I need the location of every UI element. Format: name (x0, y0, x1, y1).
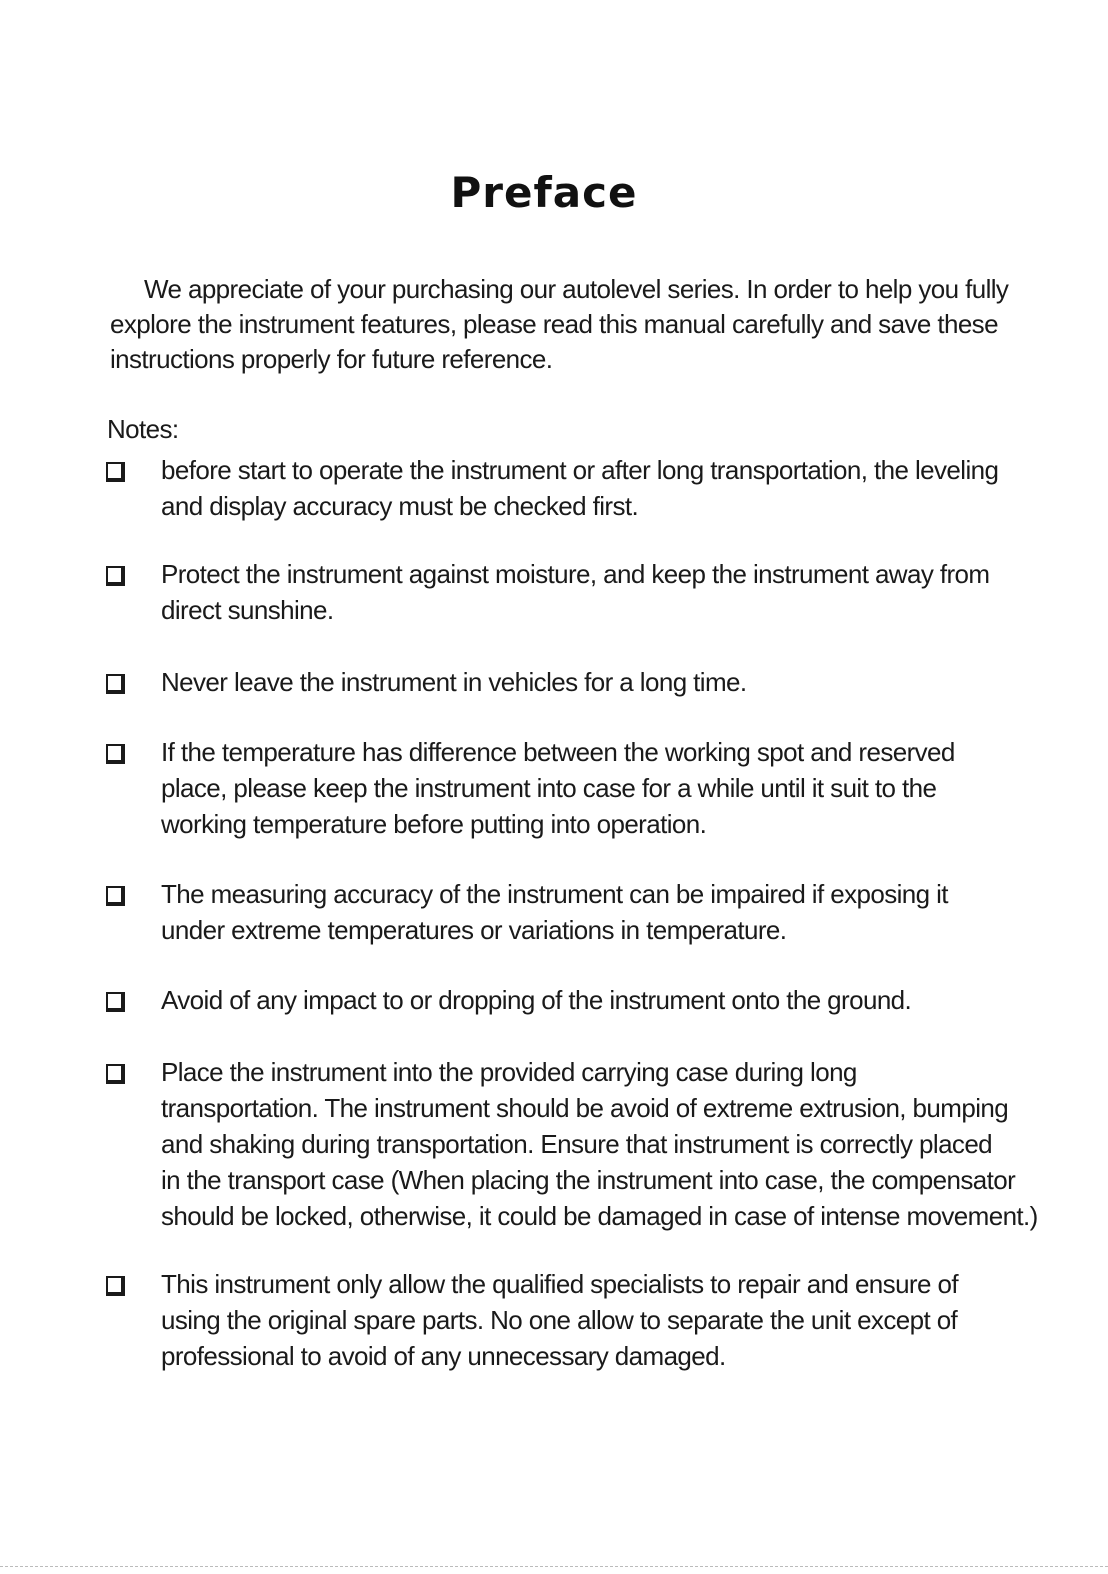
page-title: Preface (450, 168, 638, 217)
intro-paragraph (110, 272, 1010, 377)
checkbox-bullet-icon (106, 1276, 125, 1296)
note-text: Avoid of any impact to or dropping of the instrument onto the ground. (161, 985, 912, 1015)
note-text: This instrument only allow the qualified specialists to repair and ensure of using the original spare parts. No one allow to separate the unit except of professional to avoid of any unnecessary damaged. (161, 1269, 958, 1371)
checkbox-bullet-icon (106, 566, 125, 586)
checkbox-bullet-icon (106, 886, 125, 906)
intro-line: instructions properly for future reference. (110, 344, 553, 374)
note-text: The measuring accuracy of the instrument can be impaired if exposing it under extreme temperatures or variations in temperature. (161, 879, 948, 945)
checkbox-bullet-icon (106, 1064, 125, 1084)
note-text: before start to operate the instrument or after long transportation, the leveling and display accuracy must be checked first. (161, 455, 999, 521)
notes-label: Notes: (107, 414, 179, 444)
intro-line (110, 272, 1010, 307)
checkbox-bullet-icon (106, 462, 125, 482)
intro-line-1-text: We appreciate of your purchasing our autolevel series. In order to help you fully (144, 274, 1009, 304)
note-text: Never leave the instrument in vehicles for a long time. (161, 667, 747, 697)
note-text: Place the instrument into the provided carrying case during long transportation. The instrument should be avoid of extreme extrusion, bumping and shaking during transportation. Ensure that instrument is correctly placed in the transport case (When placing the instrument into case, the compensator should be locked, otherwise, it could be damaged in case of intense movement.) (161, 1057, 1038, 1231)
checkbox-bullet-icon (106, 992, 125, 1012)
checkbox-bullet-icon (106, 674, 125, 694)
checkbox-bullet-icon (106, 744, 125, 764)
note-text: If the temperature has difference between the working spot and reserved place, please keep the instrument into case for a while until it suit to the working temperature before putting into operation. (161, 737, 955, 839)
intro-line: explore the instrument features, please read this manual carefully and save these (110, 309, 998, 339)
note-text: Protect the instrument against moisture, and keep the instrument away from direct sunshine. (161, 559, 990, 625)
page-bottom-divider (0, 1566, 1108, 1567)
